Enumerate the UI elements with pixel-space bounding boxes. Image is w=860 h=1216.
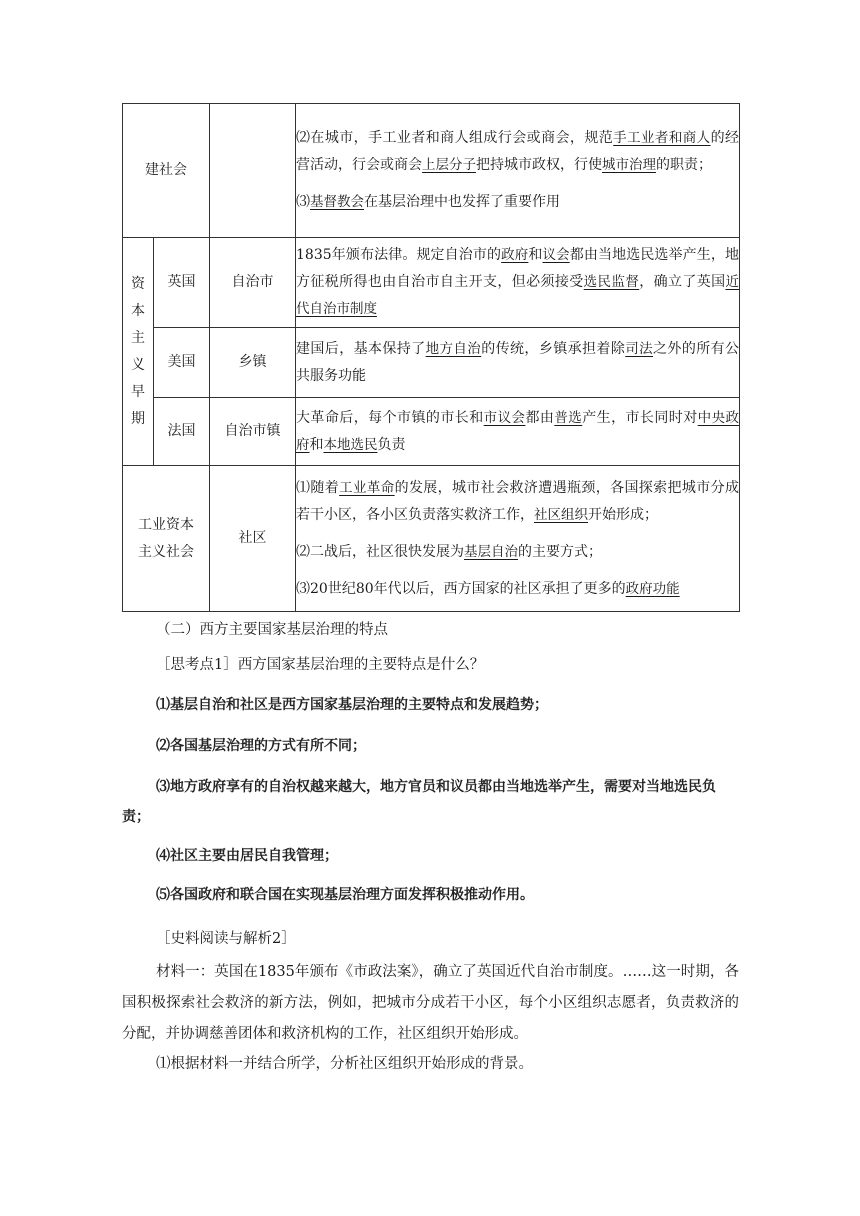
section-heading: （二）西方主要国家基层治理的特点 bbox=[156, 622, 388, 638]
table-row bbox=[123, 238, 740, 328]
unit-cell: 自治市镇 bbox=[210, 398, 296, 466]
content-cell: 建国后，基本保持了地方自治的传统，乡镇承担着除司法之外的所有公共服务功能 bbox=[296, 328, 740, 398]
country-cell: 美国 bbox=[154, 328, 210, 398]
row-label bbox=[123, 104, 210, 238]
question: ⑴根据材料一并结合所学，分析社区组织开始形成的背景。 bbox=[156, 1056, 533, 1072]
unit-cell: 乡镇 bbox=[210, 328, 296, 398]
table-row bbox=[123, 104, 740, 238]
history-heading: ［史料阅读与解析2］ bbox=[156, 931, 296, 947]
country-cell: 法国 bbox=[154, 398, 210, 466]
material-paragraph: 材料一：英国在1835年颁布《市政法案》，确立了英国近代自治市制度。……这一时期，各国积极探索社会救济的新方法，例如，把城市分成若干小区，每个小区组织志愿者，负责救济的分配，并协调慈善团体和救济机构的工作，社区组织开始形成。 bbox=[122, 964, 739, 1042]
unit-cell: 社区 bbox=[210, 466, 296, 612]
unit-cell: 自治市 bbox=[210, 238, 296, 328]
table-row bbox=[123, 466, 740, 612]
governance-table bbox=[122, 103, 740, 612]
empty-cell bbox=[210, 104, 296, 238]
list-item: ⑸各国政府和联合国在实现基层治理方面发挥积极推动作用。 bbox=[156, 887, 534, 903]
content-cell bbox=[296, 104, 740, 238]
content-cell: 1835年颁布法律。规定自治市的政府和议会都由当地选民选举产生，地方征税所得也由自治市自主开支，但必须接受选民监督，确立了英国近代自治市制度 bbox=[296, 238, 740, 328]
content-cell: 大革命后，每个市镇的市长和市议会都由普选产生，市长同时对中央政府和本地选民负责 bbox=[296, 398, 740, 466]
list-item: ⑶地方政府享有的自治权越来越大，地方官员和议员都由当地选举产生，需要对当地选民负责； bbox=[122, 779, 716, 825]
group-label: 资 本 主 义 早 期 bbox=[123, 238, 154, 466]
paragraph: ⑵在城市，手工业者和商人组成行会或商会，规范手工业者和商人的经营活动，行会或商会上层分子把持城市政权，行使城市治理的职责； bbox=[296, 130, 740, 173]
list-item: ⑷社区主要由居民自我管理； bbox=[156, 848, 338, 864]
content-cell: ⑴随着工业革命的发展，城市社会救济遭遇瓶颈，各国探索把城市分成若干小区，各小区负责落实救济工作，社区组织开始形成； ⑵二战后，社区很快发展为基层自治的主要方式； ⑶20世纪80年代以后，西方国家的社区承担了更多的政府功能 bbox=[296, 466, 740, 612]
row-label: 工业资本 主义社会 bbox=[123, 466, 210, 612]
table-row bbox=[123, 398, 740, 466]
list-item: ⑴基层自治和社区是西方国家基层治理的主要特点和发展趋势； bbox=[156, 697, 548, 713]
row-label-text: 建社会 bbox=[145, 162, 187, 178]
think-point: ［思考点1］西方国家基层治理的主要特点是什么？ bbox=[156, 657, 485, 673]
table-row bbox=[123, 328, 740, 398]
list-item: ⑵各国基层治理的方式有所不同； bbox=[156, 738, 366, 754]
paragraph: ⑶基督教会在基层治理中也发挥了重要作用 bbox=[296, 194, 560, 210]
country-cell: 英国 bbox=[154, 238, 210, 328]
